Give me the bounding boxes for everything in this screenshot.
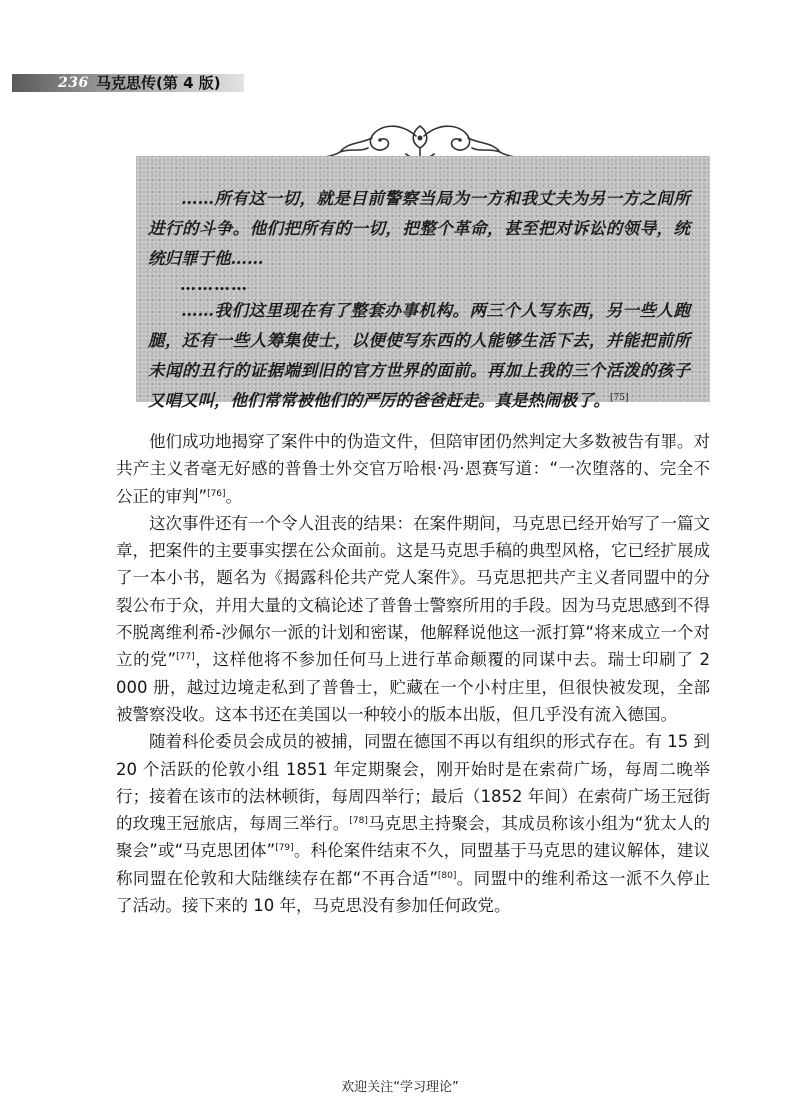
footnote-ref: [79] bbox=[275, 843, 294, 854]
body-paragraph-3-text-2: 马克思主持聚会，其成员称该小组为“犹太人的聚会”或“马克思团体” bbox=[116, 814, 710, 861]
body-paragraph-1-text: 他们成功地揭穿了案件中的伪造文件，但陪审团仍然判定大多数被告有罪。对共产主义者毫无好感的普鲁士外交官万哈根·冯·恩赛写道：“一次堕落的、完全不公正的审判” bbox=[116, 432, 710, 506]
page-number: 236 bbox=[58, 75, 89, 91]
quote-paragraph-1: ……所有这一切，就是目前警察当局为一方和我丈夫为另一方之间所进行的斗争。他们把所有的一切，把整个革命，甚至把对诉讼的领导，统统归罪于他…… bbox=[148, 189, 690, 268]
book-title: 马克思传(第 4 版) bbox=[96, 74, 221, 92]
body-paragraph-1-tail: 。 bbox=[225, 486, 243, 506]
quote-paragraph-2 bbox=[148, 296, 690, 416]
footnote-ref: [80] bbox=[437, 870, 457, 881]
body-paragraph-2 bbox=[116, 510, 710, 728]
quote-separator: ………… bbox=[180, 275, 248, 294]
body-paragraph-3-text-3: 。科伦案件结束不久，同盟基于马克思的建议解体，建议称同盟在伦敦和大陆继续存在都“不再合适” bbox=[116, 841, 711, 888]
footnote-ref: [75] bbox=[610, 393, 629, 403]
body-paragraph-3-text-1: 随着科伦委员会成员的被捕，同盟在德国不再以有组织的形式存在。有 15 到 20 个活跃的伦敦小组 1851 年定期聚会，刚开始时是在索荷广场，每周二晚举行；接着在该市的法林顿街，每周四举行；最后（1852 年间）在索荷广场王冠街的玫瑰王冠旅店，每周三举行。 bbox=[116, 732, 710, 834]
body-paragraph-3 bbox=[116, 728, 710, 919]
footnote-ref: [77] bbox=[176, 652, 195, 663]
quote-box bbox=[136, 156, 710, 410]
footnote-ref: [78] bbox=[349, 816, 368, 827]
body-paragraph-2-text-2: ，这样他将不参加任何马上进行革命颠覆的同谋中去。瑞士印刷了 2 000 册，越过边境走私到了普鲁士，贮藏在一个小村庄里，但很快被发现，全部被警察没收。这本书还在美国以一种较小的版本出版，但几乎没有流入德国。 bbox=[116, 650, 710, 724]
body-paragraph-3-text-4: 。同盟中的维利希这一派不久停止了活动。接下来的 10 年，马克思没有参加任何政党。 bbox=[116, 868, 710, 916]
footnote-ref: [76] bbox=[207, 488, 226, 499]
body-text bbox=[116, 428, 710, 919]
quote-paragraph-2-text: ……我们这里现在有了整套办事机构。两三个人写东西，另一些人跑腿，还有一些人筹集使士，以便使写东西的人能够生活下去，并能把前所未闻的丑行的证据端到旧的官方世界的面前。再加上我的三个活泼的孩子又唱又叫，他们常常被他们的严厉的爸爸赶走。真是热闹极了。 bbox=[148, 301, 690, 410]
body-paragraph-2-text-1: 这次事件还有一个令人沮丧的结果：在案件期间，马克思已经开始写了一篇文章，把案件的主要事实摆在公众面前。这是马克思手稿的典型风格，它已经扩展成了一本小书，题名为《揭露科伦共产党人案件》。马克思把共产主义者同盟中的分裂公布于众，并用大量的文稿论述了普鲁士警察所用的手段。因为马克思感到不得不脱离维利希-沙佩尔一派的计划和密谋，他解释说他这一派打算“将来成立一个对立的党” bbox=[116, 513, 710, 670]
body-paragraph-1 bbox=[116, 428, 710, 510]
footer-text: 欢迎关注“学习理论” bbox=[341, 1080, 459, 1095]
